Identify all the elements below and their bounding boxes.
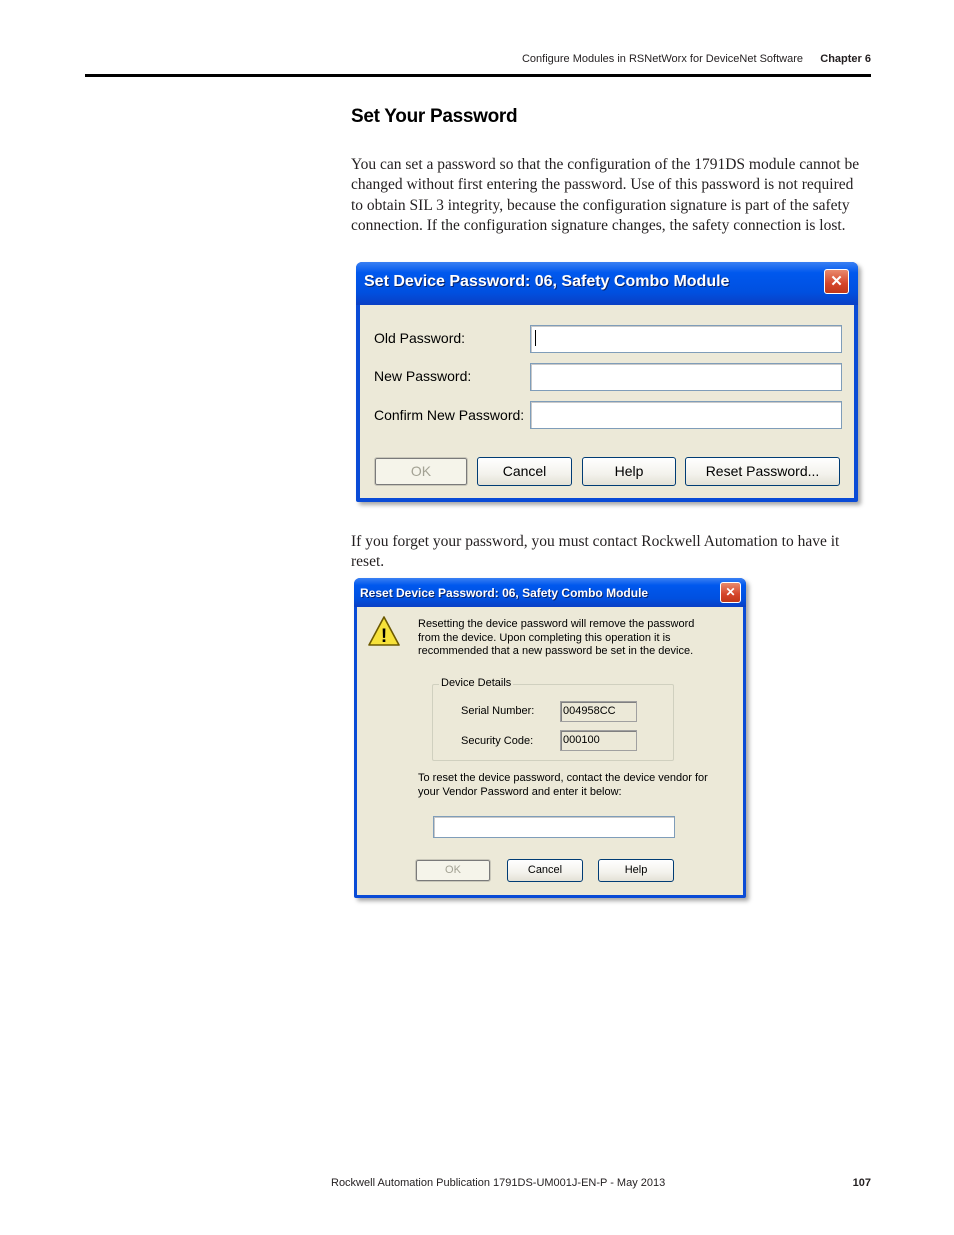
warning-message: Resetting the device password will remove the password from the device. Upon completing this operation it is recommended that a new password be set in the device. xyxy=(418,618,695,657)
running-header-chapter: Chapter 6 xyxy=(820,53,871,65)
vendor-password-field[interactable] xyxy=(433,816,675,838)
serial-number-label: Serial Number: xyxy=(461,705,535,717)
reset-password-title-bar xyxy=(354,578,746,607)
new-password-field[interactable] xyxy=(530,363,842,391)
header-rule xyxy=(85,74,871,77)
set-password-title: Set Device Password: 06, Safety Combo Module xyxy=(364,273,730,290)
security-code-label: Security Code: xyxy=(461,735,534,747)
intro-paragraph: You can set a password so that the configuration of the 1791DS module cannot be changed without first entering the password. Use of this password is not required to obtain SIL 3 integrity, because the configuration signature is part of the safety connection. If the configuration signature changes, the safety connection is lost. xyxy=(351,156,860,234)
ok-button[interactable]: OK xyxy=(374,457,468,486)
close-icon[interactable]: ✕ xyxy=(824,269,849,294)
cancel-button[interactable]: Cancel xyxy=(477,457,572,486)
set-password-dialog xyxy=(356,262,858,502)
reset-password-dialog xyxy=(354,578,746,898)
reset-password-title: Reset Device Password: 06, Safety Combo Module xyxy=(360,586,649,600)
close-icon[interactable]: ✕ xyxy=(720,582,741,603)
help-button[interactable]: Help xyxy=(598,859,674,882)
running-header-title: Configure Modules in RSNetWorx for DeviceNet Software xyxy=(521,53,803,65)
old-password-label: Old Password: xyxy=(374,330,466,346)
warning-icon xyxy=(367,615,401,649)
footer-publication: Rockwell Automation Publication 1791DS-UM001J-EN-P - May 2013 xyxy=(331,1177,666,1189)
serial-number-field: 004958CC xyxy=(560,701,637,722)
set-password-title-bar xyxy=(356,262,858,305)
section-heading: Set Your Password xyxy=(351,106,518,127)
set-password-body xyxy=(360,305,854,498)
help-button[interactable]: Help xyxy=(582,457,676,486)
ok-button[interactable]: OK xyxy=(415,859,491,882)
reset-password-button[interactable]: Reset Password... xyxy=(685,457,840,486)
device-details-group xyxy=(432,684,674,761)
confirm-password-label: Confirm New Password: xyxy=(374,407,525,423)
vendor-password-instruction: To reset the device password, contact the device vendor for your Vendor Password and enter it below: xyxy=(418,772,708,798)
cancel-button[interactable]: Cancel xyxy=(507,859,583,882)
page-number: 107 xyxy=(852,1177,871,1189)
old-password-field[interactable] xyxy=(530,325,842,353)
device-details-label: Device Details xyxy=(441,677,512,689)
warning-glyph: ! xyxy=(380,626,388,647)
confirm-password-field[interactable] xyxy=(530,401,842,429)
new-password-label: New Password: xyxy=(374,368,472,384)
reset-paragraph: If you forget your password, you must contact Rockwell Automation to have it reset. xyxy=(351,533,840,571)
security-code-field: 000100 xyxy=(560,730,637,751)
reset-password-body xyxy=(357,607,743,895)
text-caret xyxy=(535,330,536,346)
